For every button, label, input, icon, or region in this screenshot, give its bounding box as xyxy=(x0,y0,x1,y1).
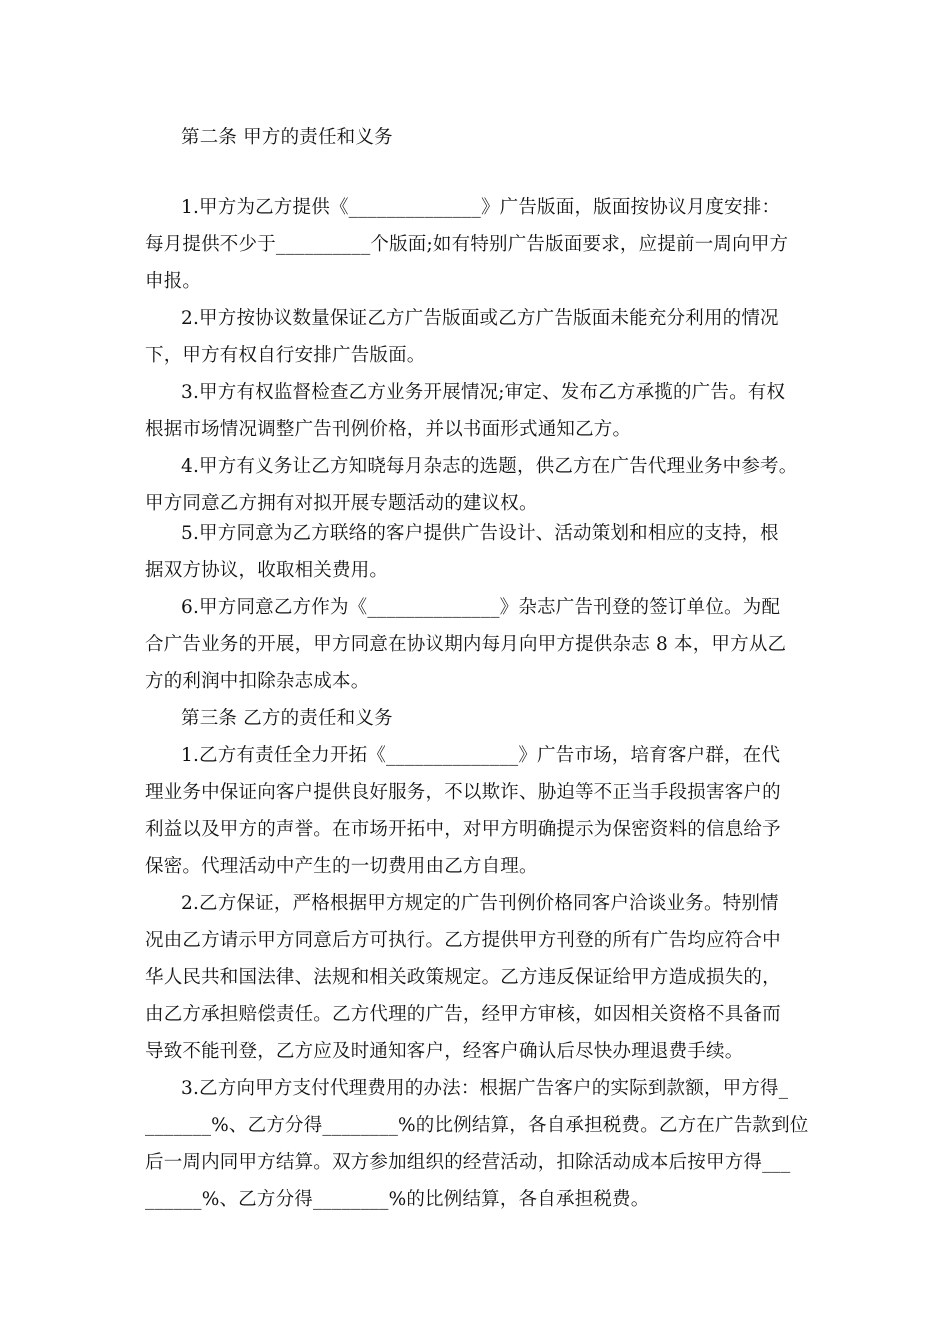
paragraph-line: 申报。 xyxy=(145,271,202,292)
paragraph-line: 2.乙方保证，严格根据甲方规定的广告刊例价格同客户洽谈业务。特别情 xyxy=(181,893,779,914)
paragraph-line: 后一周内同甲方结算。双方参加组织的经营活动，扣除活动成本后按甲方得___ xyxy=(145,1152,791,1173)
paragraph-line: 2.甲方按协议数量保证乙方广告版面或乙方广告版面未能充分利用的情况 xyxy=(181,308,779,329)
paragraph-line: 方的利润中扣除杂志成本。 xyxy=(145,671,370,692)
paragraph-line: 合广告业务的开展，甲方同意在协议期内每月向甲方提供杂志 8 本，甲方从乙 xyxy=(145,634,787,655)
paragraph-line: 5.甲方同意为乙方联络的客户提供广告设计、活动策划和相应的支持，根 xyxy=(181,523,779,544)
section-heading-3: 第三条 乙方的责任和义务 xyxy=(181,708,393,729)
paragraph-line: ______%、乙方分得________%的比例结算，各自承担税费。 xyxy=(145,1189,650,1210)
paragraph-line: 4.甲方有义务让乙方知晓每月杂志的选题，供乙方在广告代理业务中参考。 xyxy=(181,456,798,477)
paragraph-line: 甲方同意乙方拥有对拟开展专题活动的建议权。 xyxy=(145,493,538,514)
section-heading-2: 第二条 甲方的责任和义务 xyxy=(181,127,393,148)
paragraph-line: 据双方协议，收取相关费用。 xyxy=(145,560,389,581)
paragraph-line: 导致不能刊登，乙方应及时通知客户，经客户确认后尽快办理退费手续。 xyxy=(145,1041,744,1062)
paragraph-line: 理业务中保证向客户提供良好服务，不以欺诈、胁迫等不正当手段损害客户的 xyxy=(145,782,781,803)
paragraph-line: 1.乙方有责任全力开拓《______________》广告市场，培育客户群，在代 xyxy=(181,745,781,766)
paragraph-line: 1.甲方为乙方提供《______________》广告版面，版面按协议月度安排： xyxy=(181,197,781,218)
paragraph-line: 3.乙方向甲方支付代理费用的办法：根据广告客户的实际到款额，甲方得_ xyxy=(181,1078,789,1099)
paragraph-line: _______%、乙方分得________%的比例结算，各自承担税费。乙方在广告款到位 xyxy=(145,1115,809,1136)
paragraph-line: 每月提供不少于__________个版面;如有特别广告版面要求，应提前一周向甲方 xyxy=(145,234,789,255)
paragraph-line: 6.甲方同意乙方作为《______________》杂志广告刊登的签订单位。为配 xyxy=(181,597,781,618)
paragraph-line: 况由乙方请示甲方同意后方可执行。乙方提供甲方刊登的所有广告均应符合中 xyxy=(145,930,781,951)
paragraph-line: 利益以及甲方的声誉。在市场开拓中，对甲方明确提示为保密资料的信息给予 xyxy=(145,819,781,840)
paragraph-line: 华人民共和国法律、法规和相关政策规定。乙方违反保证给甲方造成损失的， xyxy=(145,967,781,988)
paragraph-line: 下，甲方有权自行安排广告版面。 xyxy=(145,345,426,366)
paragraph-line: 3.甲方有权监督检查乙方业务开展情况;审定、发布乙方承揽的广告。有权 xyxy=(181,382,786,403)
paragraph-line: 保密。代理活动中产生的一切费用由乙方自理。 xyxy=(145,856,538,877)
paragraph-line: 由乙方承担赔偿责任。乙方代理的广告，经甲方审核，如因相关资格不具备而 xyxy=(145,1004,781,1025)
paragraph-line: 根据市场情况调整广告刊例价格，并以书面形式通知乙方。 xyxy=(145,419,632,440)
